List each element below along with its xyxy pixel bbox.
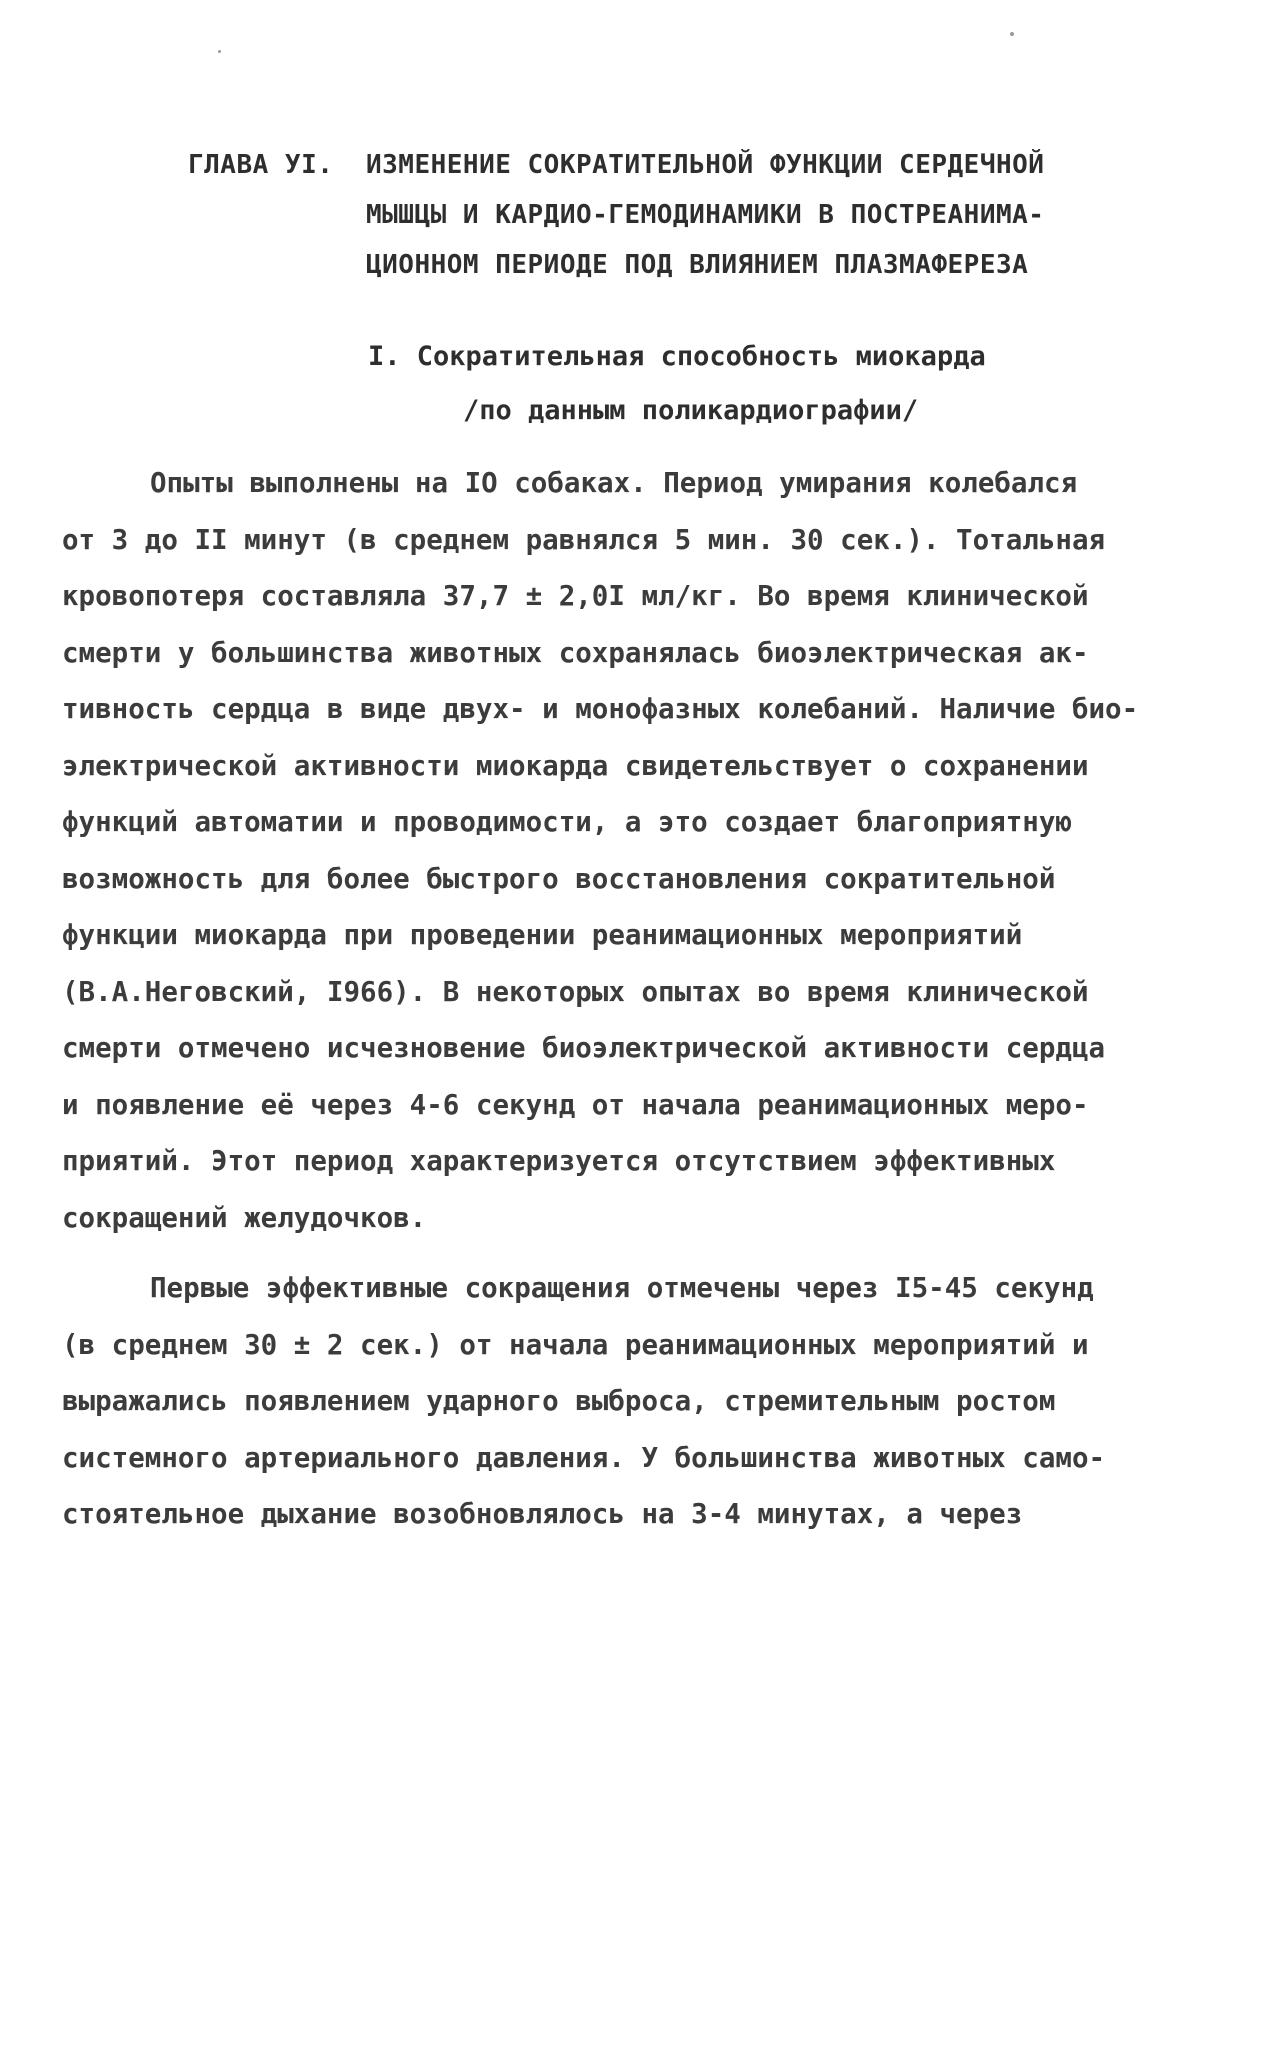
chapter-title-line: ЦИОННОМ ПЕРИОДЕ ПОД ВЛИЯНИЕМ ПЛАЗМАФЕРЕЗА bbox=[366, 250, 1029, 280]
chapter-title-line bbox=[188, 140, 1138, 190]
text-line: смерти у большинства животных сохранялась биоэлектрическая ак- bbox=[62, 636, 1089, 669]
text-line: кровопотеря составляла 37,7 ± 2,0I мл/кг. Во время клинической bbox=[62, 580, 1089, 612]
text-line: стоятельное дыхание возобновлялось на 3-4 минутах, а через bbox=[62, 1498, 1023, 1530]
text-line: функций автоматии и проводимости, а это создает благоприятную bbox=[62, 806, 1072, 838]
text-line: приятий. Этот период характеризуется отсутствием эффективных bbox=[62, 1145, 1056, 1177]
text-line: электрической активности миокарда свидетельствует о сохранении bbox=[62, 749, 1089, 782]
text-line: (В.А.Неговский, I966). В некоторых опытах во время клинической bbox=[62, 975, 1089, 1008]
paper-speck bbox=[218, 50, 221, 53]
text-line: функции миокарда при проведении реанимационных мероприятий bbox=[62, 919, 1023, 951]
text-line: выражались появлением ударного выброса, стремительным ростом bbox=[62, 1385, 1056, 1417]
section-subtitle: /по данным поликардиографии/ bbox=[463, 395, 919, 426]
paragraph bbox=[62, 455, 1232, 1246]
text-line: Первые эффективные сокращения отмечены через I5-45 секунд bbox=[150, 1272, 1094, 1304]
text-line: сокращений желудочков. bbox=[62, 1201, 427, 1234]
text-line: возможность для более быстрого восстановления сократительной bbox=[62, 862, 1056, 895]
paragraph bbox=[62, 1260, 1232, 1543]
text-line: смерти отмечено исчезновение биоэлектрической активности сердца bbox=[62, 1032, 1106, 1064]
chapter-heading bbox=[188, 140, 1138, 290]
text-line: от 3 до II минут (в среднем равнялся 5 мин. 30 сек.). Тотальная bbox=[62, 523, 1106, 556]
text-line: и появление её через 4-6 секунд от начала реанимационных меро- bbox=[62, 1088, 1089, 1121]
text-line: тивность сердца в виде двух- и монофазных колебаний. Наличие био- bbox=[62, 693, 1139, 725]
text-line: Опыты выполнены на IO собаках. Период умирания колебался bbox=[150, 467, 1078, 499]
chapter-title-line: МЫШЦЫ И КАРДИО-ГЕМОДИНАМИКИ В ПОСТРЕАНИМА- bbox=[366, 200, 1045, 230]
chapter-number: ГЛАВА УI. bbox=[188, 150, 334, 180]
text-line: системного артериального давления. У большинства животных само- bbox=[62, 1441, 1106, 1474]
paper-speck bbox=[1010, 32, 1014, 36]
section-heading bbox=[368, 330, 1088, 438]
section-title: I. Сократительная способность миокарда bbox=[368, 341, 986, 372]
chapter-title-text: ИЗМЕНЕНИЕ СОКРАТИТЕЛЬНОЙ ФУНКЦИИ СЕРДЕЧНОЙ bbox=[366, 150, 1045, 180]
text-line: (в среднем 30 ± 2 сек.) от начала реанимационных мероприятий и bbox=[62, 1328, 1089, 1361]
